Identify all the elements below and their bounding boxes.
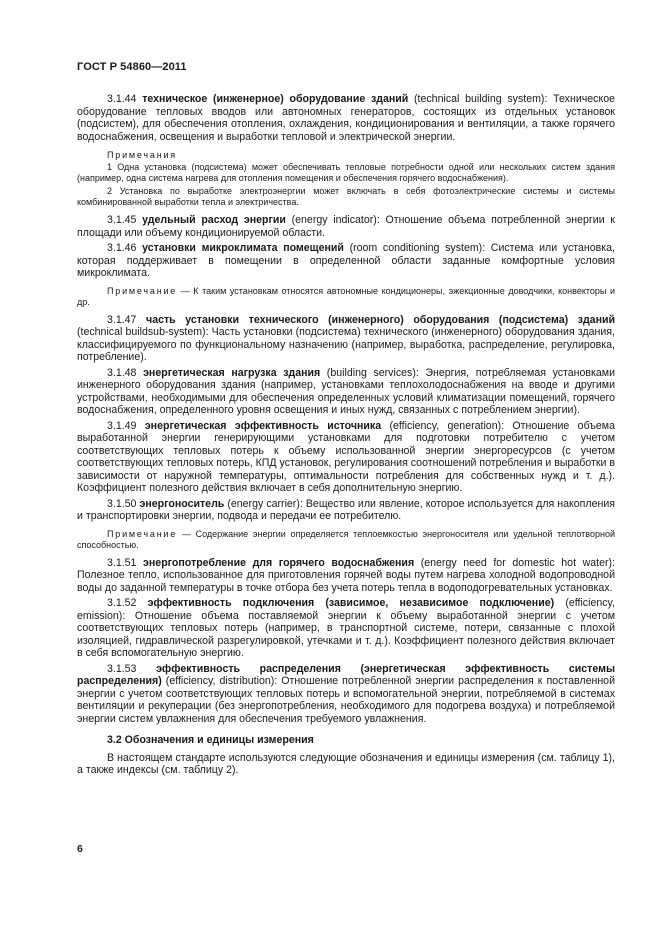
clause-number: 3.1.45	[107, 214, 143, 226]
note-text: — К таким установкам относятся автономные кондиционеры, эжекционные доводчики, конвекторы и др.	[77, 285, 615, 307]
term: эффективность подключения (зависимое, независимое подключение)	[147, 597, 555, 609]
clause-number: 3.1.48	[107, 366, 144, 379]
clause-number: 3.1.44	[107, 93, 143, 105]
term: техническое (инженерное) оборудование зданий	[142, 93, 409, 105]
definition-3-1-53	[77, 663, 615, 726]
clause-number: 3.1.53	[107, 662, 157, 675]
note-label: Примечание	[107, 528, 178, 539]
term: энергопотребление для горячего водоснабжения	[143, 556, 415, 569]
definition-text: (technical building system): Техническое оборудование тепловых вводов или автономных генераторов, состоящих из отдельных установок (подсистем), для обеспечения отопления, охлаждения, кондиционирования и вентиляции, а также горячего водоснабжения, освещения и выработки тепловой и электрической энергии.	[77, 93, 615, 143]
definition-3-1-47	[77, 314, 615, 364]
clause-number: 3.1.50	[107, 497, 140, 510]
term: эффективность распределения (энергетическая эффективность системы распределения)	[77, 662, 615, 687]
clause-number: 3.1.46	[107, 242, 143, 254]
definition-3-1-46	[77, 242, 615, 280]
note-3-1-50	[77, 529, 615, 551]
term: энергоноситель	[139, 497, 225, 510]
definition-text: (energy indicator): Отношение объема потребленной энергии к площади или объему кондиционируемой области.	[77, 214, 615, 239]
term: удельный расход энергии	[142, 214, 286, 226]
term: энергетическая эффективность источника	[144, 419, 382, 432]
definition-text: (building services): Энергия, потребляемая установками инженерного оборудования здания (например, установками теплохолодоснабжения на вводе и другими устройствами, необходимыми для обеспечения определенных условий климатизации помещений, горячего водоснабжения, определенного уровня освещения и иных нужд, связанных с потреблением энергии).	[77, 366, 615, 416]
note-3-1-46	[77, 286, 615, 308]
definition-3-1-50	[77, 498, 615, 523]
section-heading: 3.2 Обозначения и единицы измерения	[107, 734, 314, 746]
page-header: ГОСТ Р 54860—2011	[77, 61, 187, 73]
term: установки микроклимата помещений	[142, 242, 344, 254]
clause-number: 3.1.51	[107, 556, 144, 569]
note-text: — Содержание энергии определяется теплоемкостью энергоносителя или удельной теплотворной способностью.	[77, 528, 615, 550]
page-number: 6	[77, 843, 83, 855]
definition-text: (energy need for domestic hot water): Полезное тепло, использованное для приготовления горячей воды путем нагрева холодной водопроводной воды до заданной температуры в точке отбора без учета потерь тепла в водоподогревательных установках.	[77, 556, 615, 594]
definition-text: (technical buildsub-system): Часть установки (подсистема) технического (инженерного) оборудования здания, классифицируемого по функциональному назначению (например, выработка, распределение, регулировка, потребление).	[77, 326, 615, 363]
document-body	[77, 93, 615, 780]
definition-text: (efficiency, distribution): Отношение потребленной энергии распределения к поставленной энергии с учетом соответствующих тепловых потерь и вспомогательной энергии, потребляемой в системах вентиляции и рекуперации (без энергопотребления, необходимого для подогрева воздуха) и потребляемой энергии систем увлажнения для обеспечения требуемого увлажнения.	[77, 675, 615, 725]
note-1: 1 Одна установка (подсистема) может обеспечивать тепловые потребности одной или нескольких систем здания (например, одна система нагрева для отопления помещения и обеспечения горячего водоснабжения).	[77, 162, 615, 183]
clause-number: 3.1.47	[107, 313, 147, 326]
clause-number: 3.1.49	[107, 419, 145, 432]
note-2: 2 Установка по выработке электроэнергии может включать в себя фотоэлектрические системы и системы комбинированной выработки тепла и электричества.	[77, 186, 615, 207]
definition-text: (energy carrier): Вещество или явление, которое используется для накопления и транспортировки энергии, подвода и передачи ее потребителю.	[77, 497, 615, 522]
definition-text: (room conditioning system): Система или установка, которая поддерживает в помещении в определенной области заданные комфортные условия микроклимата.	[77, 242, 615, 279]
term: часть установки технического (инженерного) оборудования (подсистема) зданий	[146, 313, 615, 326]
definition-3-1-48	[77, 367, 615, 417]
notes-heading: Примечания	[107, 150, 177, 160]
section-paragraph: В настоящем стандарте используются следующие обозначения и единицы измерения (см. таблицу 1), а также индексы (см. таблицу 2).	[77, 751, 615, 776]
term: энергетическая нагрузка здания	[143, 366, 321, 379]
definition-3-1-51	[77, 557, 615, 595]
definition-3-1-52	[77, 597, 615, 660]
note-label: Примечание	[107, 285, 178, 296]
definition-3-1-49	[77, 420, 615, 495]
definition-text: (efficiency, emission): Отношение объема поставляемой энергии к объему выработанной энергии с учетом соответствующих тепловых потерь (например, в транспортной системе, потери, связанные с плохой изоляцией, гидравлической разрегулировкой, утечками и т. д.). Коэффициент полезного действия включает в себя вспомогательную энергию.	[77, 597, 615, 659]
definition-text: (efficiency, generation): Отношение объема выработанной энергии генерирующими установками для подготовки потребителю с учетом соответствующих тепловых потерь к объему использованной энергии энергоресурсов (с учетом соответствующих тепловых потерь, КПД установок, регулирования соотношений потребления и выработки в зависимости от наружной температуры, оптимальности потребления для собственных нужд и т. д.). Коэффициент полезного действия включает в себя дополнительную энергию.	[77, 419, 615, 494]
clause-number: 3.1.52	[107, 597, 148, 609]
definition-3-1-44	[77, 93, 615, 143]
definition-3-1-45	[77, 214, 615, 239]
